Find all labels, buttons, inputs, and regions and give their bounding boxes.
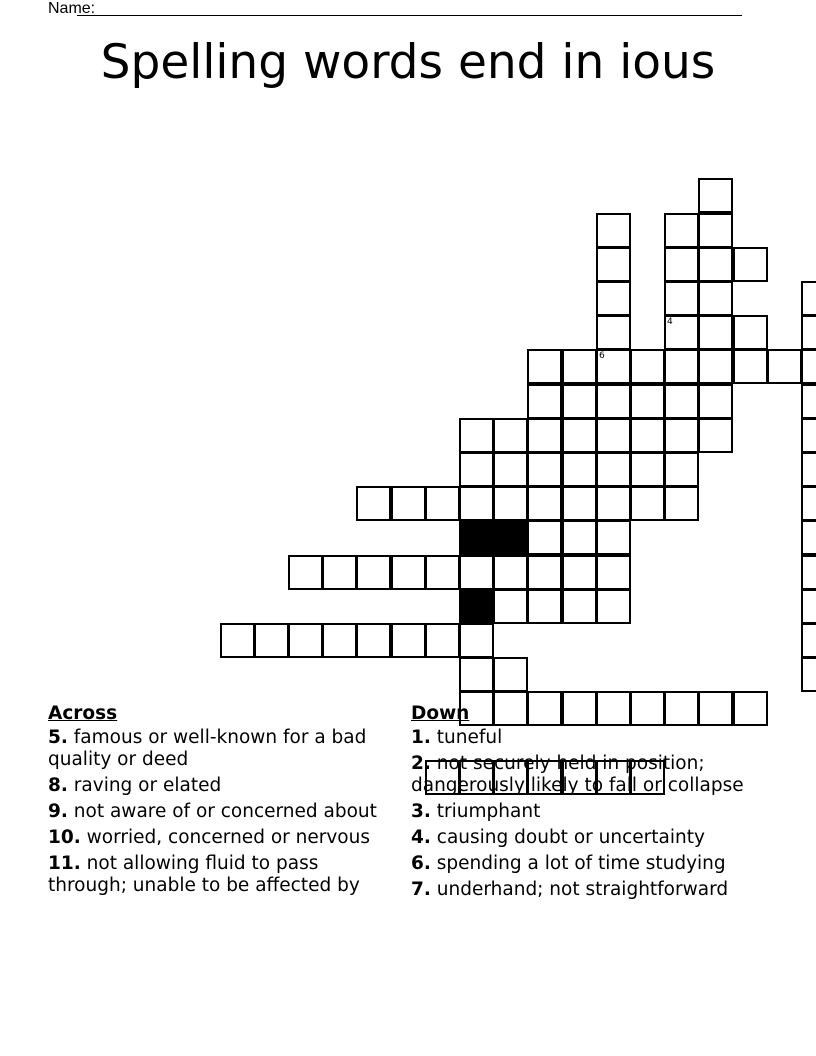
grid-cell[interactable]	[630, 418, 665, 453]
grid-cell[interactable]	[596, 247, 631, 282]
clue-text: not allowing fluid to pass through; unable to be affected by	[48, 853, 360, 896]
name-label: Name:	[48, 0, 96, 17]
grid-cell[interactable]	[527, 589, 562, 624]
clue-down-3	[411, 801, 781, 823]
grid-cell[interactable]	[527, 418, 562, 453]
grid-cell[interactable]	[562, 418, 597, 453]
grid-cell[interactable]	[493, 555, 528, 590]
grid-cell[interactable]	[596, 213, 631, 248]
grid-cell[interactable]	[630, 486, 665, 521]
grid-cell[interactable]	[596, 281, 631, 316]
clue-across-9	[48, 801, 398, 823]
grid-cell[interactable]	[322, 555, 357, 590]
clue-number: 6.	[411, 853, 431, 874]
clue-number: 5.	[48, 727, 68, 748]
grid-cell[interactable]	[356, 486, 391, 521]
grid-cell[interactable]	[630, 349, 665, 384]
grid-cell[interactable]	[801, 555, 816, 590]
grid-cell[interactable]	[596, 384, 631, 419]
grid-block	[493, 520, 528, 555]
grid-cell[interactable]	[425, 623, 460, 658]
grid-block	[459, 589, 494, 624]
grid-cell[interactable]	[562, 520, 597, 555]
clue-text: raving or elated	[73, 775, 222, 796]
grid-cell[interactable]	[733, 315, 768, 350]
grid-cell[interactable]	[493, 589, 528, 624]
clue-down-1	[411, 727, 781, 749]
across-heading: Across	[48, 703, 118, 724]
grid-cell[interactable]	[664, 486, 699, 521]
clue-number-label: 6	[599, 351, 605, 361]
grid-cell[interactable]	[562, 555, 597, 590]
clue-text: spending a lot of time studying	[436, 853, 726, 874]
grid-cell[interactable]	[698, 315, 733, 350]
grid-cell[interactable]	[767, 349, 802, 384]
grid-cell[interactable]	[664, 247, 699, 282]
grid-cell[interactable]	[596, 452, 631, 487]
grid-cell[interactable]	[698, 418, 733, 453]
grid-cell[interactable]	[527, 555, 562, 590]
clue-down-2	[411, 753, 781, 797]
clue-text: famous or well-known for a bad quality or deed	[48, 727, 367, 770]
grid-cell[interactable]	[288, 555, 323, 590]
grid-cell[interactable]	[596, 315, 631, 350]
grid-cell[interactable]	[356, 555, 391, 590]
grid-cell[interactable]	[664, 349, 699, 384]
grid-cell[interactable]	[664, 281, 699, 316]
grid-cell[interactable]	[630, 384, 665, 419]
grid-cell[interactable]	[698, 247, 733, 282]
grid-cell[interactable]	[459, 657, 494, 692]
grid-cell[interactable]	[356, 623, 391, 658]
grid-cell[interactable]	[562, 349, 597, 384]
grid-cell[interactable]	[664, 384, 699, 419]
grid-cell[interactable]	[459, 555, 494, 590]
grid-cell[interactable]	[596, 486, 631, 521]
grid-cell[interactable]	[664, 315, 699, 350]
grid-cell[interactable]	[562, 384, 597, 419]
grid-cell[interactable]	[801, 657, 816, 692]
grid-cell[interactable]	[493, 452, 528, 487]
grid-cell[interactable]	[562, 589, 597, 624]
grid-cell[interactable]	[733, 349, 768, 384]
grid-cell[interactable]	[698, 384, 733, 419]
grid-cell[interactable]	[733, 247, 768, 282]
clue-number: 4.	[411, 827, 431, 848]
clue-number: 3.	[411, 801, 431, 822]
clue-text: causing doubt or uncertainty	[436, 827, 705, 848]
grid-cell[interactable]	[459, 623, 494, 658]
clue-text: triumphant	[436, 801, 541, 822]
clue-across-11	[48, 853, 398, 897]
grid-cell[interactable]	[459, 452, 494, 487]
page-title: Spelling words end in ious	[100, 35, 716, 90]
grid-cell[interactable]	[493, 657, 528, 692]
clue-down-6	[411, 853, 781, 875]
grid-cell[interactable]	[698, 213, 733, 248]
grid-cell[interactable]	[322, 623, 357, 658]
clue-across-8	[48, 775, 398, 797]
grid-cell[interactable]	[664, 213, 699, 248]
grid-cell[interactable]	[801, 589, 816, 624]
clue-number: 8.	[48, 775, 68, 796]
clue-down-4	[411, 827, 781, 849]
across-clues	[48, 703, 398, 901]
grid-cell[interactable]	[527, 452, 562, 487]
grid-cell[interactable]	[664, 452, 699, 487]
grid-cell[interactable]	[801, 315, 816, 350]
clue-text: not aware of or concerned about	[73, 801, 377, 822]
grid-cell[interactable]	[527, 520, 562, 555]
grid-cell[interactable]	[801, 384, 816, 419]
grid-cell[interactable]	[459, 486, 494, 521]
grid-cell[interactable]	[527, 349, 562, 384]
grid-cell[interactable]	[254, 623, 289, 658]
clue-text: underhand; not straightforward	[436, 879, 729, 900]
grid-cell[interactable]	[391, 555, 426, 590]
grid-cell[interactable]	[801, 418, 816, 453]
grid-cell[interactable]	[596, 555, 631, 590]
clue-number: 1.	[411, 727, 431, 748]
grid-cell[interactable]	[425, 555, 460, 590]
grid-cell[interactable]	[391, 486, 426, 521]
grid-cell[interactable]	[801, 520, 816, 555]
grid-cell[interactable]	[527, 486, 562, 521]
grid-cell[interactable]	[801, 623, 816, 658]
clue-text: worried, concerned or nervous	[86, 827, 370, 848]
grid-cell[interactable]	[596, 589, 631, 624]
grid-cell[interactable]	[425, 486, 460, 521]
clue-number: 9.	[48, 801, 68, 822]
grid-cell[interactable]	[664, 418, 699, 453]
grid-cell[interactable]	[562, 452, 597, 487]
clue-across-10	[48, 827, 398, 849]
down-clues	[411, 703, 781, 905]
grid-cell[interactable]	[698, 349, 733, 384]
grid-cell[interactable]	[698, 178, 733, 213]
grid-block	[459, 520, 494, 555]
clue-number: 2.	[411, 753, 431, 774]
grid-cell[interactable]	[391, 623, 426, 658]
grid-cell[interactable]	[562, 486, 597, 521]
clue-number: 10.	[48, 827, 81, 848]
grid-cell[interactable]	[493, 486, 528, 521]
grid-cell[interactable]	[493, 418, 528, 453]
grid-cell[interactable]	[801, 486, 816, 521]
grid-cell[interactable]	[801, 452, 816, 487]
down-heading: Down	[411, 703, 470, 724]
clue-number-label: 4	[667, 317, 673, 327]
grid-cell[interactable]	[459, 418, 494, 453]
grid-cell[interactable]	[801, 349, 816, 384]
grid-cell[interactable]	[220, 623, 255, 658]
grid-cell[interactable]	[596, 418, 631, 453]
clue-text: not securely held in position; dangerously likely to fall or collapse	[411, 753, 744, 796]
grid-cell[interactable]	[527, 384, 562, 419]
clue-number: 11.	[48, 853, 81, 874]
clue-text: tuneful	[436, 727, 503, 748]
grid-cell[interactable]	[288, 623, 323, 658]
clue-down-7	[411, 879, 781, 901]
grid-cell[interactable]	[596, 349, 631, 384]
grid-cell[interactable]	[801, 281, 816, 316]
clue-across-5	[48, 727, 398, 771]
grid-cell[interactable]	[630, 452, 665, 487]
grid-cell[interactable]	[596, 520, 631, 555]
grid-cell[interactable]	[698, 281, 733, 316]
clue-number: 7.	[411, 879, 431, 900]
